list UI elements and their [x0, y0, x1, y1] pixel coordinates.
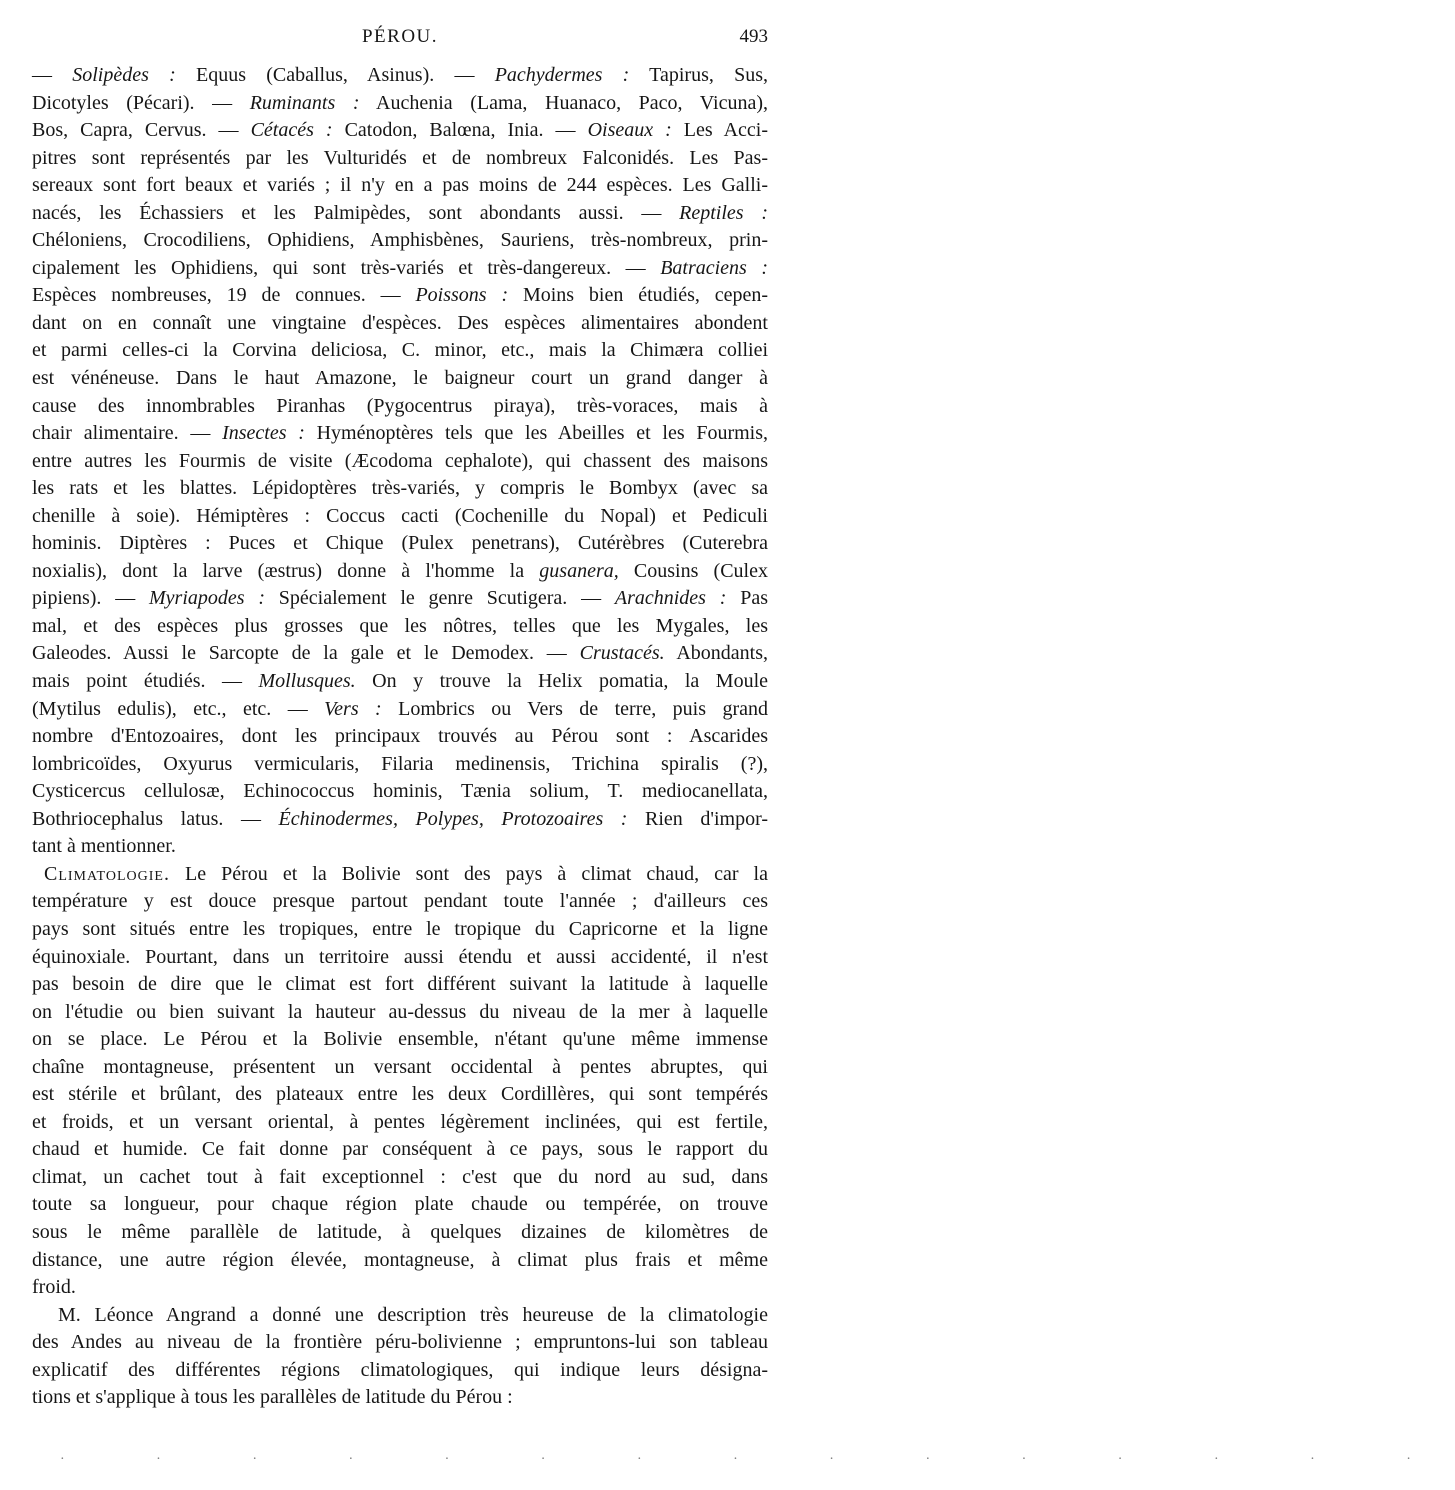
text-run: On y trouve la Helix pomatia, la Moule — [355, 670, 768, 693]
text-run: — — [32, 64, 73, 86]
text-run: équinoxiale. Pourtant, dans un territoire aussi étendu et aussi accidenté, il n'est — [32, 945, 768, 968]
text-run: Galeodes. Aussi le Sarcopte de la gale et le Demodex. — — [32, 642, 580, 665]
text-line — [32, 1164, 768, 1192]
text-run: et parmi celles-ci la Corvina deliciosa, C. minor, etc., mais la Chimæra colliei — [32, 339, 768, 362]
text-run: sereaux sont fort beaux et variés ; il n'y en a pas moins de 244 espèces. Les Galli- — [32, 174, 768, 197]
text-line — [32, 585, 768, 613]
page-number: 493 — [739, 26, 768, 47]
page-header — [32, 26, 768, 56]
text-run: cause des innombrables Piranhas (Pygocentrus piraya), très-voraces, mais à — [32, 394, 768, 417]
text-run: distance, une autre région élevée, montagneuse, à climat plus frais et même — [32, 1248, 768, 1271]
text-run: Le Pérou et la Bolivie sont des pays à climat chaud, car la — [169, 862, 768, 885]
text-run: température y est douce presque partout pendant toute l'année ; d'ailleurs ces — [32, 890, 768, 913]
text-run: Les Acci- — [671, 119, 769, 142]
italic-term: Batraciens : — [660, 256, 769, 279]
text-line — [32, 640, 768, 668]
text-run: Moins bien étudiés, cepen- — [508, 284, 768, 307]
text-line — [32, 1384, 768, 1412]
text-line — [32, 1329, 768, 1357]
text-run: explicatif des différentes régions climatologiques, qui indique leurs désigna- — [32, 1358, 768, 1381]
text-line — [32, 833, 768, 861]
text-run: Bos, Capra, Cervus. — — [32, 119, 251, 142]
text-run: Hyménoptères tels que les Abeilles et les Fourmis, — [304, 422, 768, 445]
italic-term: Arachnides : — [614, 587, 727, 610]
text-run: sous le même parallèle de latitude, à quelques dizaines de kilomètres de — [32, 1220, 768, 1243]
text-line — [32, 723, 768, 751]
text-run: pas besoin de dire que le climat est fort différent suivant la latitude à laquelle — [32, 973, 768, 996]
text-line — [32, 696, 768, 724]
text-line — [32, 778, 768, 806]
text-line — [32, 310, 768, 338]
text-line — [32, 420, 768, 448]
italic-term: Ruminants : — [249, 91, 360, 114]
text-line — [32, 1054, 768, 1082]
text-run: Bothriocephalus latus. — — [32, 807, 279, 830]
text-line — [32, 999, 768, 1027]
text-line — [32, 971, 768, 999]
text-run: nombre d'Entozoaires, dont les principaux trouvés au Pérou sont : Ascarides — [32, 725, 768, 748]
text-run: noxialis), dont la larve (æstrus) donne à l'homme la — [32, 559, 540, 582]
text-run: cipalement les Ophidiens, qui sont très-variés et très-dangereux. — — [32, 256, 661, 279]
text-line — [32, 1357, 768, 1385]
text-run: est vénéneuse. Dans le haut Amazone, le baigneur court un grand danger à — [32, 367, 768, 390]
text-run: tant à mentionner. — [32, 835, 176, 858]
text-line — [32, 227, 768, 255]
text-run: chaud et humide. Ce fait donne par conséquent à ce pays, sous le rapport du — [32, 1138, 768, 1161]
text-run: toute sa longueur, pour chaque région plate chaude ou tempérée, on trouve — [32, 1193, 768, 1216]
text-run: Rien d'impor- — [627, 807, 768, 830]
text-run: les rats et les blattes. Lépidoptères très-variés, y compris le Bombyx (avec sa — [32, 477, 768, 500]
text-line — [32, 1081, 768, 1109]
text-run: mal, et des espèces plus grosses que les nôtres, telles que les Mygales, les — [32, 614, 768, 637]
text-run: lombricoïdes, Oxyurus vermicularis, Filaria medinensis, Trichina spiralis (?), — [32, 752, 768, 775]
text-line — [32, 365, 768, 393]
text-line — [32, 282, 768, 310]
text-line — [32, 255, 768, 283]
italic-term: Myriapodes : — [149, 587, 266, 610]
text-line — [32, 448, 768, 476]
text-line — [32, 337, 768, 365]
text-run: pays sont situés entre les tropiques, entre le tropique du Capricorne et la ligne — [32, 917, 768, 940]
text-run: Equus (Caballus, Asinus). — — [175, 64, 495, 86]
text-line — [32, 1247, 768, 1275]
footer-dots: · · · · · · · · · · · · · · · — [60, 1452, 1455, 1467]
text-line — [32, 1026, 768, 1054]
text-run: entre autres les Fourmis de visite (Æcodoma cephalote), qui chassent des maisons — [32, 449, 768, 472]
text-line — [32, 530, 768, 558]
text-line — [32, 503, 768, 531]
text-run: Spécialement le genre Scutigera. — — [265, 587, 615, 610]
text-line — [32, 90, 768, 118]
text-line — [32, 475, 768, 503]
text-line — [32, 944, 768, 972]
italic-term: Vers : — [324, 697, 382, 720]
text-line — [32, 1191, 768, 1219]
text-run: Espèces nombreuses, 19 de connues. — — [32, 284, 416, 307]
text-line — [32, 558, 768, 586]
text-run: chair alimentaire. — — [32, 422, 223, 445]
text-run: Auchenia (Lama, Huanaco, Paco, Vicuna), — [359, 91, 768, 114]
text-run: froid. — [32, 1276, 76, 1299]
text-run: Pas — [726, 587, 768, 610]
text-run: Catodon, Balœna, Inia. — — [332, 119, 588, 142]
text-run: Chéloniens, Crocodiliens, Ophidiens, Amphisbènes, Sauriens, très-nombreux, prin- — [32, 229, 768, 252]
text-run: Cysticercus cellulosæ, Echinococcus hominis, Tænia solium, T. mediocanellata, — [32, 780, 768, 803]
text-run: M. Léonce Angrand a donné une description très heureuse de la climatologie — [58, 1303, 768, 1326]
text-run: nacés, les Échassiers et les Palmipèdes, sont abondants aussi. — — [32, 201, 680, 224]
italic-term: Solipèdes : — [72, 64, 176, 86]
text-run: Lombrics ou Vers de terre, puis grand — [381, 697, 768, 720]
italic-term: Poissons : — [415, 284, 509, 307]
text-line — [32, 751, 768, 779]
text-line — [32, 888, 768, 916]
text-run: Tapirus, Sus, — [629, 64, 769, 86]
text-run: chenille à soie). Hémiptères : Coccus cacti (Cochenille du Nopal) et Pediculi — [32, 504, 768, 527]
text-line — [32, 861, 768, 889]
text-run: hominis. Diptères : Puces et Chique (Pulex penetrans), Cutérèbres (Cuterebra — [32, 532, 768, 555]
italic-term: gusanera, — [539, 559, 619, 582]
text-line — [32, 172, 768, 200]
text-run: et froids, et un versant oriental, à pentes légèrement inclinées, qui est fertile, — [32, 1110, 768, 1133]
text-run: tions et s'applique à tous les parallèles de latitude du Pérou : — [32, 1386, 513, 1409]
text-run: dant on en connaît une vingtaine d'espèces. Des espèces alimentaires abondent — [32, 311, 768, 334]
text-run: Dicotyles (Pécari). — — [32, 91, 250, 114]
text-run: pipiens). — — [32, 587, 150, 610]
italic-term: Crustacés. — [579, 642, 665, 665]
text-line — [32, 806, 768, 834]
italic-term: Mollusques. — [258, 670, 356, 693]
text-line — [32, 916, 768, 944]
text-run: (Mytilus edulis), etc., etc. — — [32, 697, 325, 720]
text-run: on l'étudie ou bien suivant la hauteur au-dessus du niveau de la mer à laquelle — [32, 1000, 768, 1023]
body-text — [32, 62, 768, 1412]
running-head: PÉROU. — [361, 26, 439, 47]
italic-term: Insectes : — [222, 422, 305, 445]
text-line — [32, 1109, 768, 1137]
text-run: chaîne montagneuse, présentent un versant occidental à pentes abruptes, qui — [32, 1055, 768, 1078]
italic-term: Oiseaux : — [587, 119, 672, 142]
text-run: est stérile et brûlant, des plateaux entre les deux Cordillères, qui sont tempérés — [32, 1083, 768, 1106]
text-run: on se place. Le Pérou et la Bolivie ensemble, n'étant qu'une même immense — [32, 1028, 768, 1051]
text-line — [32, 117, 768, 145]
text-run: mais point étudiés. — — [32, 670, 259, 693]
text-run: des Andes au niveau de la frontière péru-bolivienne ; empruntons-lui son tableau — [32, 1331, 768, 1354]
text-line — [32, 1219, 768, 1247]
section-heading: Climatologie. — [44, 862, 170, 885]
text-line — [32, 200, 768, 228]
italic-term: Reptiles : — [679, 201, 768, 224]
text-line — [32, 62, 768, 90]
text-line — [32, 145, 768, 173]
text-line — [32, 1136, 768, 1164]
text-run: pitres sont représentés par les Vulturidés et de nombreux Falconidés. Les Pas- — [32, 146, 768, 169]
text-run: Cousins (Culex — [618, 559, 768, 582]
italic-term: Cétacés : — [250, 119, 333, 142]
italic-term: Échinodermes, Polypes, Protozoaires : — [278, 807, 628, 830]
text-line — [32, 393, 768, 421]
text-line — [32, 1274, 768, 1302]
text-line — [32, 1302, 768, 1330]
italic-term: Pachydermes : — [494, 64, 630, 86]
text-line — [32, 613, 768, 641]
text-run: climat, un cachet tout à fait exceptionnel : c'est que du nord au sud, dans — [32, 1165, 768, 1188]
text-line — [32, 668, 768, 696]
text-run: Abondants, — [664, 642, 768, 665]
